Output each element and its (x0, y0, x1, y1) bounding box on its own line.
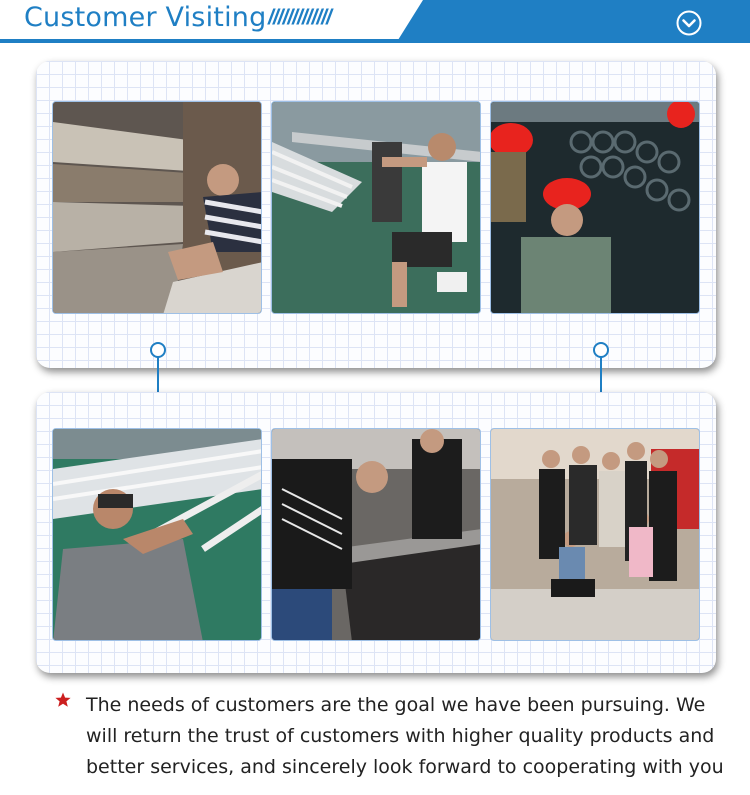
page-title: Customer Visiting (24, 2, 267, 33)
group-photo-mall (490, 428, 700, 641)
star-icon (55, 692, 71, 708)
photo-panel-top (36, 61, 716, 368)
chevron-down-circle-icon[interactable] (674, 8, 704, 38)
steel-plate-inspection-photo (52, 101, 262, 314)
sheet-inspection-photo (271, 428, 481, 641)
pipe-inspection-photo (271, 101, 481, 314)
statement-text: The needs of customers are the goal we have been pursuing. We will return the trust of customers with higher quality products and better services, and sincerely look forward to cooperating with you (86, 694, 724, 778)
pipe-measurement-photo (52, 428, 262, 641)
factory-visit-hardhats-photo (490, 101, 700, 314)
header-decoration: ///////////// (268, 6, 331, 29)
section-header (0, 0, 750, 46)
photo-panel-bottom (36, 392, 716, 673)
